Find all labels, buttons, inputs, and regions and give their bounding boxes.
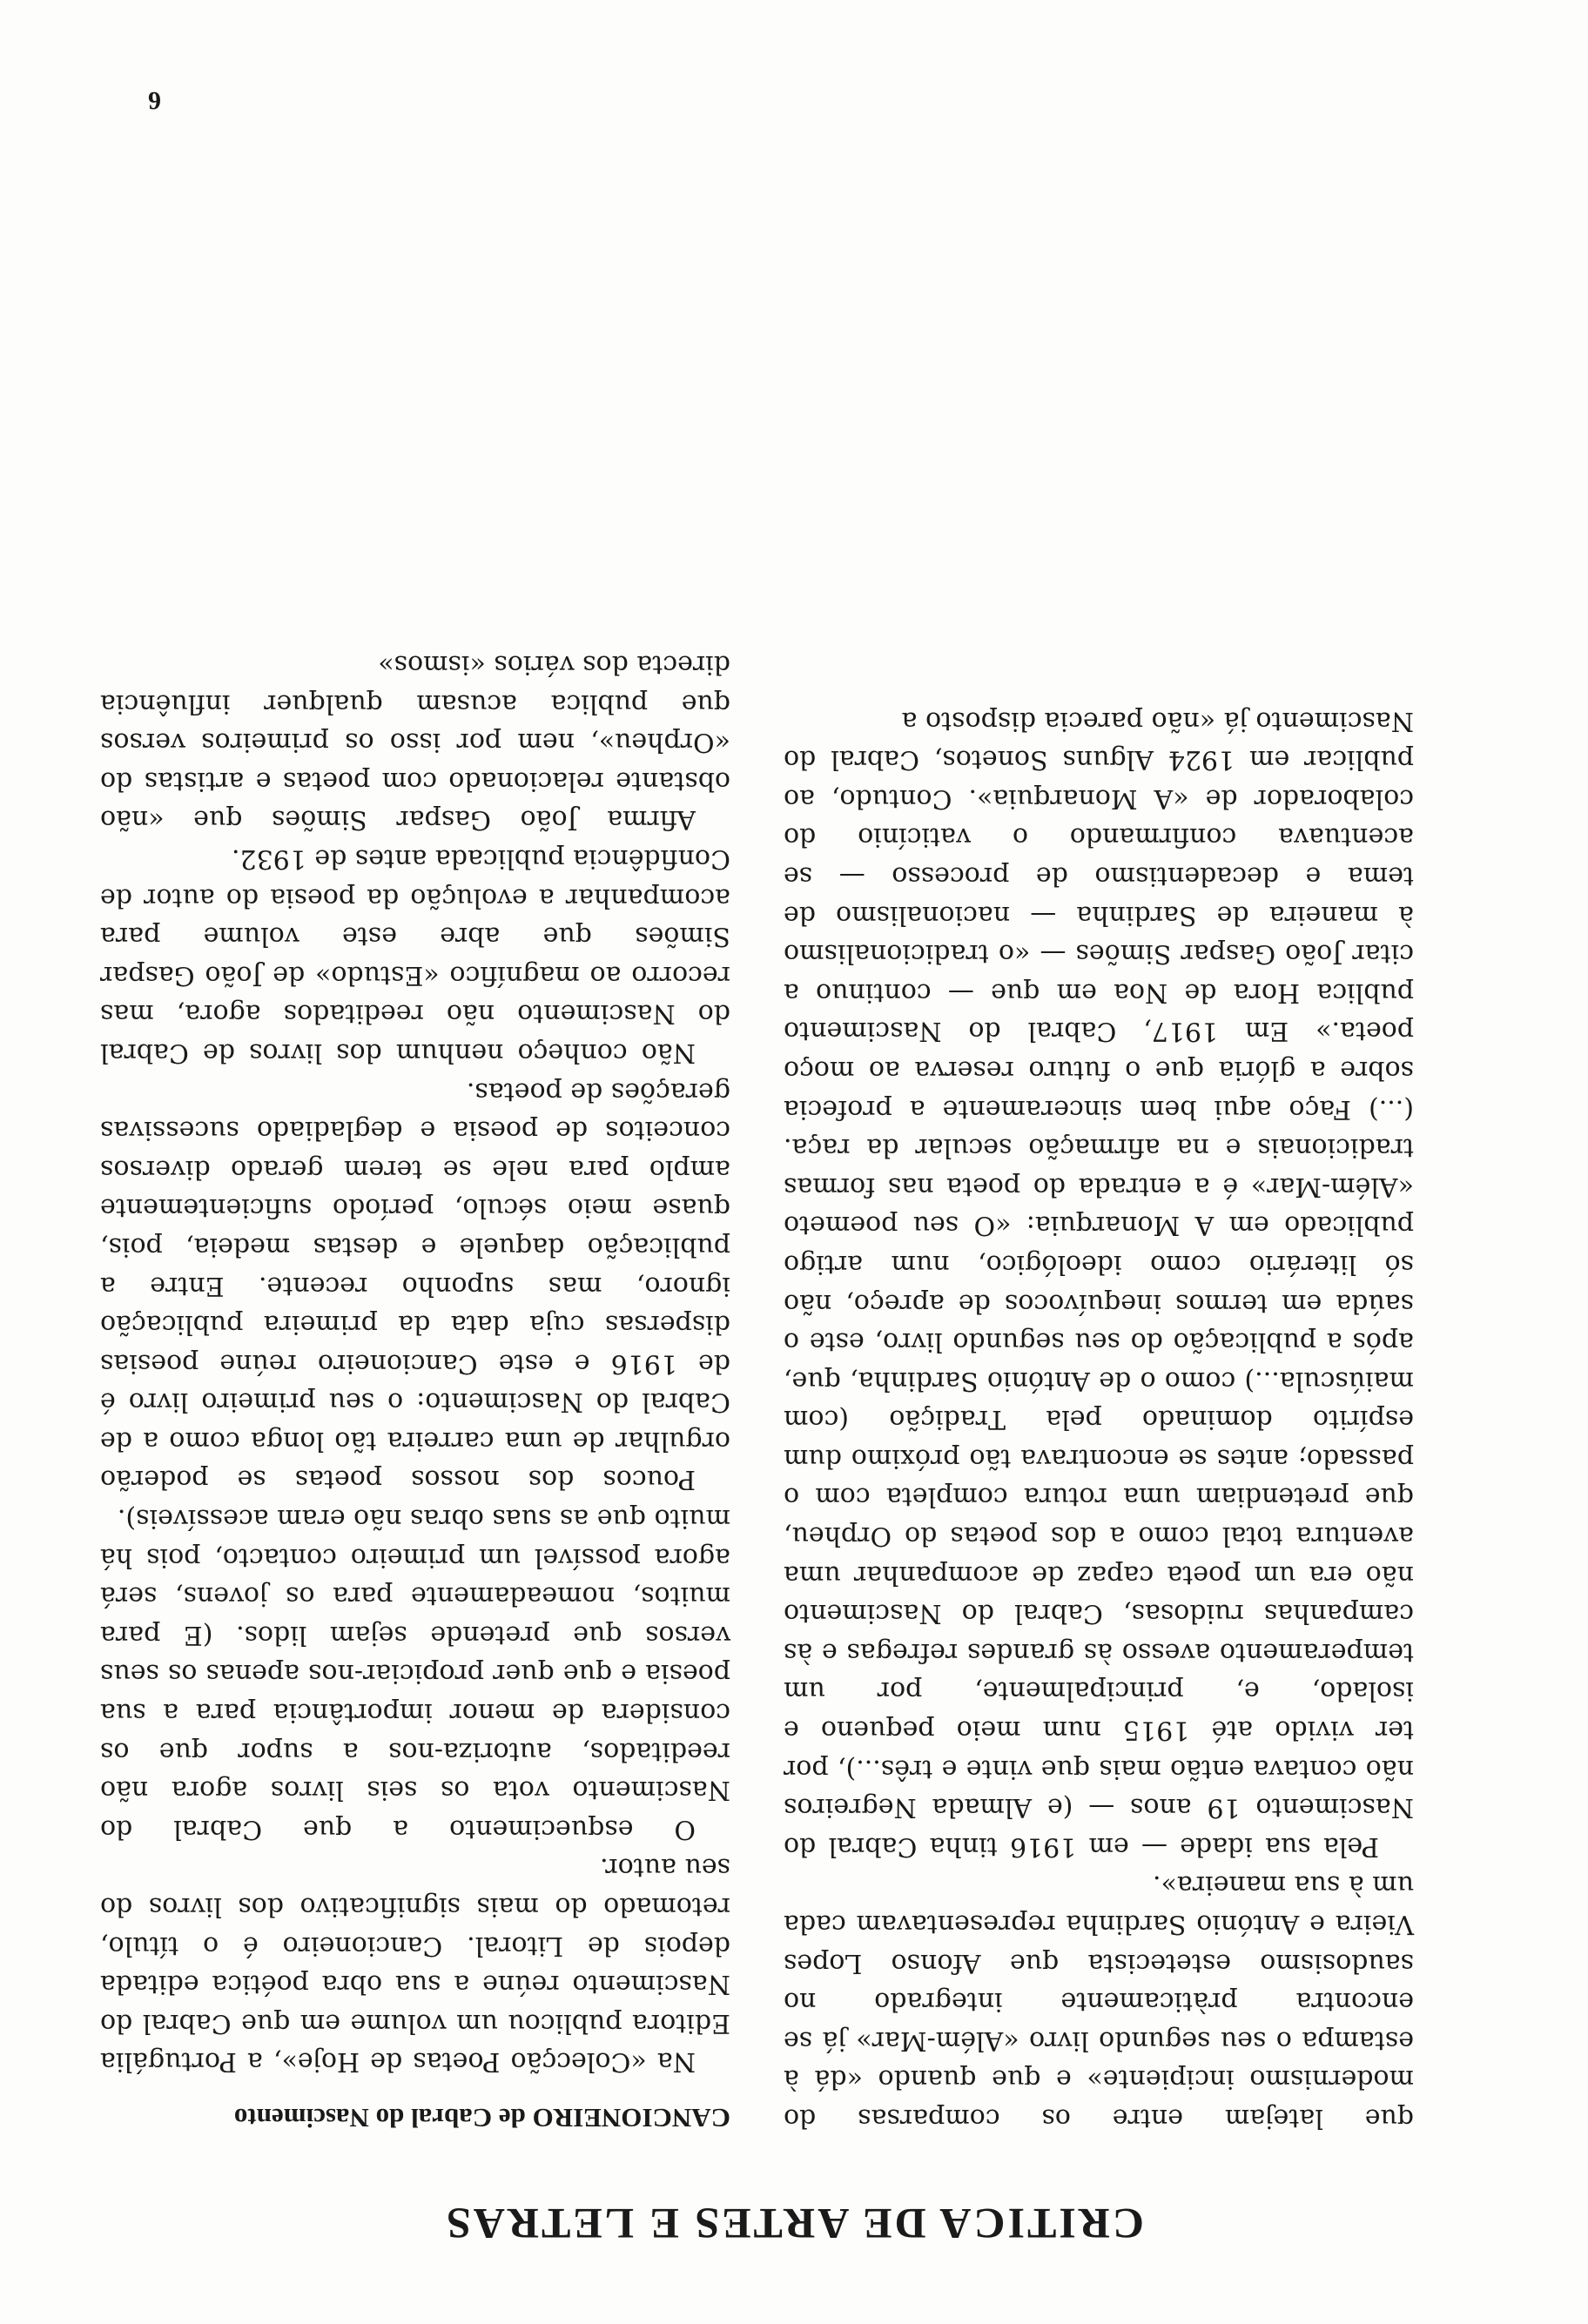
left-paragraph-1: que latejam entre os comparsas do modernismo incipiente» e que quando «dá à estampa o seu segundo livro «Além-Mar» já se encontra pràticamente integrado no saudosismo estetecista que Afonso Lopes Vieira e António Sardinha representavam cada um à sua maneira». [784,1870,1414,2133]
left-column [784,701,1414,2137]
right-column [100,644,730,2137]
page-header: CRITICA DE ARTES E LETRAS [443,2200,1145,2248]
right-paragraph-3: Poucos dos nossos poetas se poderão orgulhar de uma carreira tão longa como a de Cabral do Nascimento: o seu primeiro livro é de 1916 e este Cancioneiro reúne poesias dispersas cuja data da primeira publicação ignoro, mas suponho recente. Entre a publicação daquele e destas medeia, pois, quase meio século, período suficientemente amplo para nele se terem gerado diversos conceitos de poesia e degladiado sucessivas gerações de poetas. [100,1076,730,1495]
right-paragraph-2: O esquecimento a que Cabral do Nascimento vota os seis livros agora não reeditados, autoriza-nos a supor que os considera de menor importância para a sua poesia e que quer propiciar-nos apenas os seus versos que pretende sejam lidos. (E para muitos, nomeadamente para os jovens, será agora possível um primeiro contacto, pois há muito que as suas obras não eram acessíveis). [100,1503,730,1844]
left-paragraph-2: Pela sua idade — em 1916 tinha Cabral do Nascimento 19 anos — (e Almada Negreiros não contava então mais que vinte e três...), por ter vivido até 1915 num meio pequeno e isolado, e, principalmente, por um temperamento avesso às grandes refregas e às campanhas ruidosas, Cabral do Nascimento não era um poeta capaz de acompanhar uma aventura total como a dos poetas do Orpheu, que pretendiam uma rotura completa com o passado; antes se encontrava tão próximo dum espírito dominado pela Tradição (com maiúscula...) como o de António Sardinha, que, após a publicação do seu segundo livro, este o saúda em termos inequívocos de apreço, não só literário como ideológico, num artigo publicado em A Monarquia: «O seu poemeto «Além-Mar» é a entrada do poeta nas formas tradicionais e na afirmação secular da raça. (...) Faço aqui bem sinceramente a profecia sobre a glória que o futuro reserva ao moço poeta.» Em 1917, Cabral do Nascimento publica Hora de Noa em que — continuo a citar João Gaspar Simões — «o tradicionalismo à maneira de Sardinha — nacionalismo de tema e decadentismo de processo — se acentuava confirmando o vaticínio do colaborador de «A Monarquia». Contudo, ao publicar em 1924 Alguns Sonetos, Cabral do Nascimento já «não parecia disposto a [784,705,1414,1862]
page-number: 6 [148,86,161,115]
right-paragraph-4: Não conheço nenhum dos livros de Cabral do Nascimento não reeditados agora, mas recorro ao magnífico «Estudo» de João Gaspar Simões que abre este volume para acompanhar a evolução da poesia do autor de Confidência publicada antes de 1932. [100,843,730,1068]
right-paragraph-1: Na «Colecção Poetas de Hoje», a Portugália Editora publicou um volume em que Cabral do Nascimento reúne a sua obra poética editada depois de Litoral. Cancioneiro é o título, retomado do mais significativo dos livros do seu autor. [100,1852,730,2078]
right-paragraph-5: Afirma João Gaspar Simões que «não obstante relacionado com poetas e artistas do «Orpheu», nem por isso os primeiros versos que publica acusam qualquer influência directa dos vários «ismos» [100,649,730,836]
section-title: CANCIONEIRO de Cabral do Nascimento [233,2103,730,2133]
